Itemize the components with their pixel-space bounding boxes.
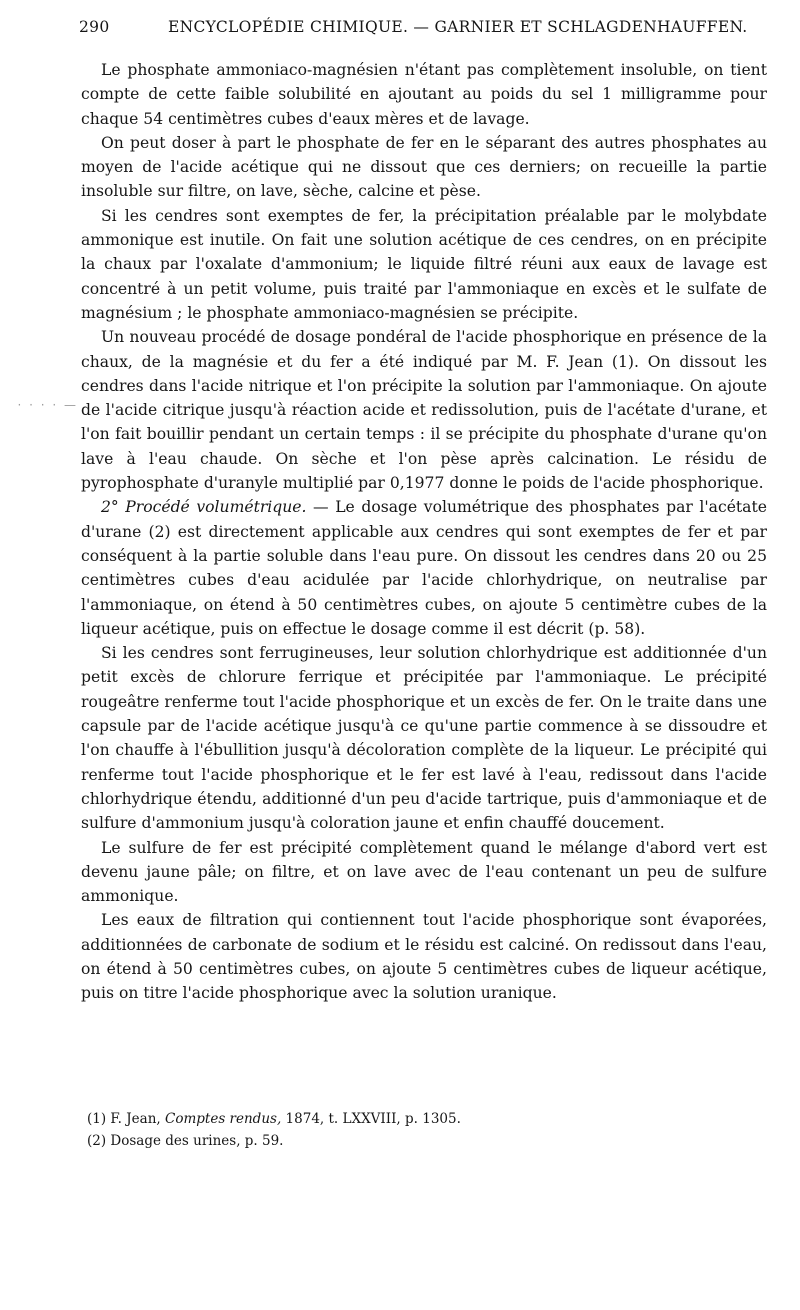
paragraph: Le sulfure de fer est précipité complètement quand le mélange d'abord vert est devenu jaune pâle; on filtre, et on lave avec de l'eau contenant un peu de sulfure ammonique. xyxy=(81,838,767,906)
paragraph: Si les cendres sont exemptes de fer, la précipitation préalable par le molybdate ammonique est inutile. On fait une solution acétique de ces cendres, on en précipite la chaux par l'oxalate d'ammonium; le liquide filtré réuni aux eaux de lavage est concentré à un petit volume, puis traité par l'ammoniaque en excès et le sulfate de magnésium ; le phosphate ammoniaco-magnésien se précipite. xyxy=(81,206,767,322)
margin-mark: · · · · — xyxy=(17,398,78,412)
paragraph: On peut doser à part le phosphate de fer en le séparant des autres phosphates au moyen de l'acide acétique qui ne dissout que ces derniers; on recueille la partie insoluble sur filtre, on lave, sèche, calcine et pèse. xyxy=(81,133,767,201)
footnotes xyxy=(81,1108,767,1152)
running-header xyxy=(0,18,800,44)
paragraph: Si les cendres sont ferrugineuses, leur solution chlorhydrique est additionnée d'un petit excès de chlorure ferrique et précipitée par l'ammoniaque. Le précipité rougeâtre renferme tout l'acide phosphorique et un excès de fer. On le traite dans une capsule par de l'acide acétique jusqu'à ce qu'une partie commence à se dissoudre et l'on chauffe à l'ébullition jusqu'à décoloration complète de la liqueur. Le précipité qui renferme tout l'acide phosphorique et le fer est lavé à l'eau, redissout dans l'acide chlorhydrique étendu, additionné d'un peu d'acide tartrique, puis d'ammoniaque et de sulfure d'ammonium jusqu'à coloration jaune et enfin chauffé doucement. xyxy=(81,644,767,833)
page-number: 290 xyxy=(79,18,110,36)
paragraph: Le phosphate ammoniaco-magnésien n'étant pas complètement insoluble, on tient compte de cette faible solubilité en ajoutant au poids du sel 1 milligramme pour chaque 54 centimètres cubes d'eaux mères et de lavage. xyxy=(81,61,767,128)
footnote: (1) F. Jean, Comptes rendus, 1874, t. LXXVIII, p. 1305. xyxy=(87,1111,461,1127)
paragraph: Les eaux de filtration qui contiennent tout l'acide phosphorique sont évaporées, additionnées de carbonate de sodium et le résidu est calciné. On redissout dans l'eau, on étend à 50 centimètres cubes, on ajoute 5 centimètres cubes de liqueur acétique, puis on titre l'acide phosphorique avec la solution uranique. xyxy=(81,911,767,1003)
section-heading: 2° Procédé volumétrique. xyxy=(101,498,307,517)
body-text xyxy=(81,58,767,1006)
running-title: ENCYCLOPÉDIE CHIMIQUE. — GARNIER ET SCHLAGDENHAUFFEN. xyxy=(168,18,748,36)
paragraph: 2° Procédé volumétrique. — Le dosage volumétrique des phosphates par l'acétate d'urane (2) est directement applicable aux cendres qui sont exemptes de fer et par conséquent à la partie soluble dans l'eau pure. On dissout les cendres dans 20 ou 25 centimètres cubes d'eau acidulée par l'acide chlorhydrique, on neutralise par l'ammoniaque, on étend à 50 centimètres cubes, on ajoute 5 centimètre cubes de la liqueur acétique, puis on effectue le dosage comme il est décrit (p. 58). xyxy=(81,498,767,638)
footnote: (2) Dosage des urines, p. 59. xyxy=(87,1133,284,1149)
paragraph: Un nouveau procédé de dosage pondéral de l'acide phosphorique en présence de la chaux, de la magnésie et du fer a été indiqué par M. F. Jean (1). On dissout les cendres dans l'acide nitrique et l'on précipite la solution par l'ammoniaque. On ajoute de l'acide citrique jusqu'à réaction acide et redissolution, puis de l'acétate d'urane, et l'on fait bouillir pendant un certain temps : il se précipite du phosphate d'urane qu'on lave à l'eau chaude. On sèche et l'on pèse après calcination. Le résidu de pyrophosphate d'uranyle multiplié par 0,1977 donne le poids de l'acide phosphorique. xyxy=(81,328,767,493)
